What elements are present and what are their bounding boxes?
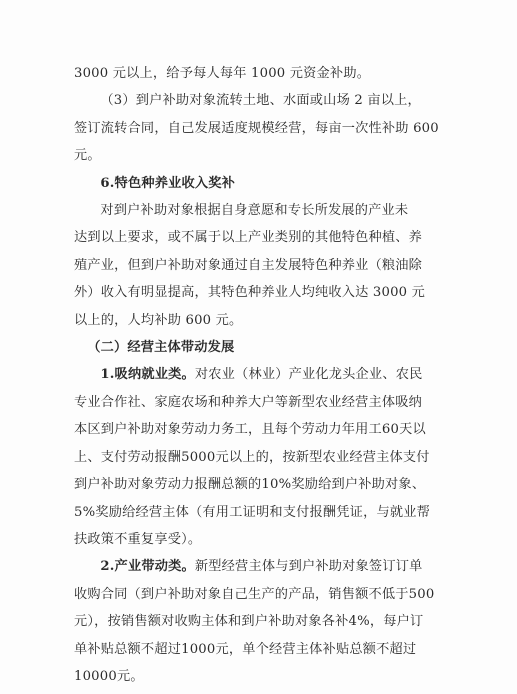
text-line: 殖产业，但到户补助对象通过自主发展特色种养业（粮油除 [74, 257, 423, 273]
paragraph-income-subsidy-tail [74, 60, 444, 87]
text-line [74, 361, 444, 388]
text-line: 到户补助对象劳动力报酬总额的10%奖励给到户补助对象、 [74, 477, 426, 493]
paragraph-special-farming [74, 197, 444, 334]
text-line: 5%奖励给经营主体（有用工证明和支付报酬凭证，与就业帮 [74, 504, 431, 520]
text-line: 专业合作社、家庭农场和种养大户等新型农业经营主体吸纳 [74, 394, 423, 410]
text-line: 收购合同（到户补助对象自己生产的产品，销售额不低于500 [74, 586, 435, 602]
paragraph-lead-industry: 2.产业带动类。 [100, 559, 195, 575]
text-line: 元。 [74, 148, 101, 164]
text-fragment: 新型经营主体与到户补助对象签订订单 [194, 559, 423, 575]
text-line: 上、支付劳动报酬5000元以上的，按新型农业经营主体支付 [74, 449, 430, 465]
paragraph-employment [74, 361, 444, 553]
text-line: （3）到户补助对象流转土地、水面或山场 2 亩以上， [100, 93, 421, 109]
text-line [74, 553, 444, 580]
text-line: 以上的，人均补助 600 元。 [74, 312, 243, 328]
text-line: 单补贴总额不超过1000元，单个经营主体补贴总额不超过 [74, 641, 417, 657]
section-heading-business-entities: （二）经营主体带动发展 [87, 340, 235, 356]
text-line: 签订流转合同，自己发展适度规模经营，每亩一次性补助 600 [74, 120, 439, 136]
text-fragment: 对农业（林业）产业化龙头企业、农民 [194, 367, 423, 383]
text-line: 本区到户补助对象劳动力务工，且每个劳动力年用工60天以 [74, 422, 426, 438]
paragraph-lead-employment: 1.吸纳就业类。 [100, 367, 195, 383]
paragraph-industry-driven [74, 553, 444, 690]
heading-special-farming: 6.特色种养业收入奖补 [100, 175, 236, 191]
document-body [74, 60, 444, 690]
paragraph-land-transfer [74, 87, 444, 169]
text-line: 对到户补助对象根据自身意愿和专长所发展的产业未 [100, 203, 409, 219]
text-line: 扶政策不重复享受）。 [74, 531, 202, 547]
text-line: 10000元。 [74, 668, 144, 684]
text-line: 元），按销售额对收购主体和到户补助对象各补4%，每户订 [74, 614, 424, 630]
text-line: 达到以上要求，或不属于以上产业类别的其他特色种植、养 [74, 230, 423, 246]
text-line: 3000 元以上，给予每人每年 1000 元资金补助。 [74, 66, 371, 81]
text-line: 外）收入有明显提高，其特色种养业人均纯收入达 3000 元 [74, 285, 426, 301]
